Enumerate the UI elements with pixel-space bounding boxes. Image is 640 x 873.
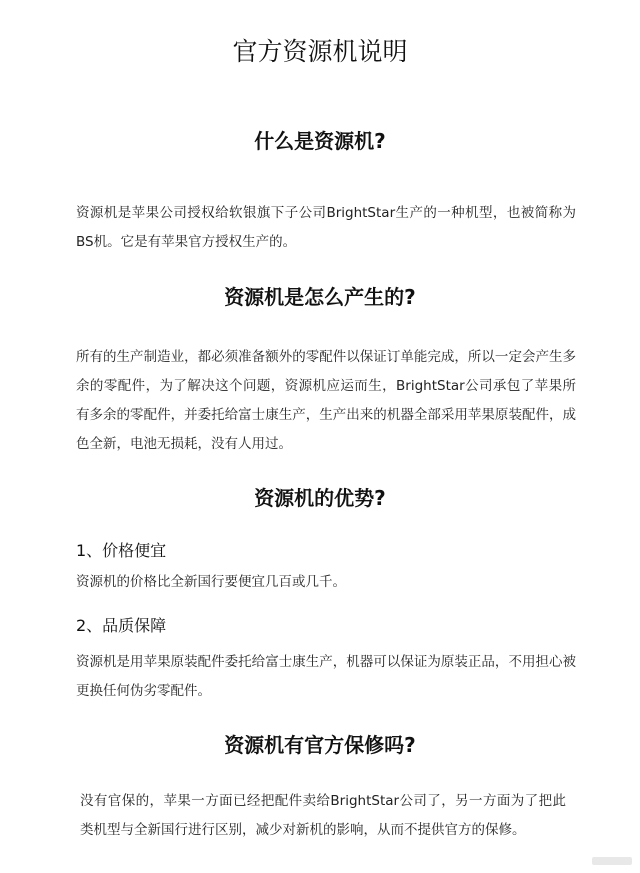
section-heading-what-is: 什么是资源机? xyxy=(254,129,386,153)
advantage-label-price: 1、价格便宜 xyxy=(76,541,167,560)
advantage-label-quality: 2、品质保障 xyxy=(76,616,167,635)
section-heading-origin: 资源机是怎么产生的? xyxy=(224,285,416,309)
section-heading-warranty: 资源机有官方保修吗? xyxy=(224,733,416,757)
watermark-mark xyxy=(592,855,632,867)
page-title: 官方资源机说明 xyxy=(232,37,408,66)
section-heading-advantages: 资源机的优势? xyxy=(254,486,386,510)
section-paragraph-what-is: 资源机是苹果公司授权给软银旗下子公司BrightStar生产的一种机型，也被简称为BS机。它是有苹果官方授权生产的。 xyxy=(76,205,576,250)
advantage-text-price: 资源机的价格比全新国行要便宜几百或几千。 xyxy=(76,574,346,590)
advantage-text-quality: 资源机是用苹果原装配件委托给富士康生产，机器可以保证为原装正品，不用担心被更换任何伪劣零配件。 xyxy=(76,654,576,699)
section-paragraph-warranty: 没有官保的，苹果一方面已经把配件卖给BrightStar公司了，另一方面为了把此类机型与全新国行进行区别，减少对新机的影响，从而不提供官方的保修。 xyxy=(80,793,566,838)
section-paragraph-origin: 所有的生产制造业，都必须准备额外的零配件以保证订单能完成，所以一定会产生多余的零配件，为了解决这个问题，资源机应运而生，BrightStar公司承包了苹果所有多余的零配件，并委托给富士康生产，生产出来的机器全部采用苹果原装配件，成色全新，电池无损耗，没有人用过。 xyxy=(76,349,576,452)
